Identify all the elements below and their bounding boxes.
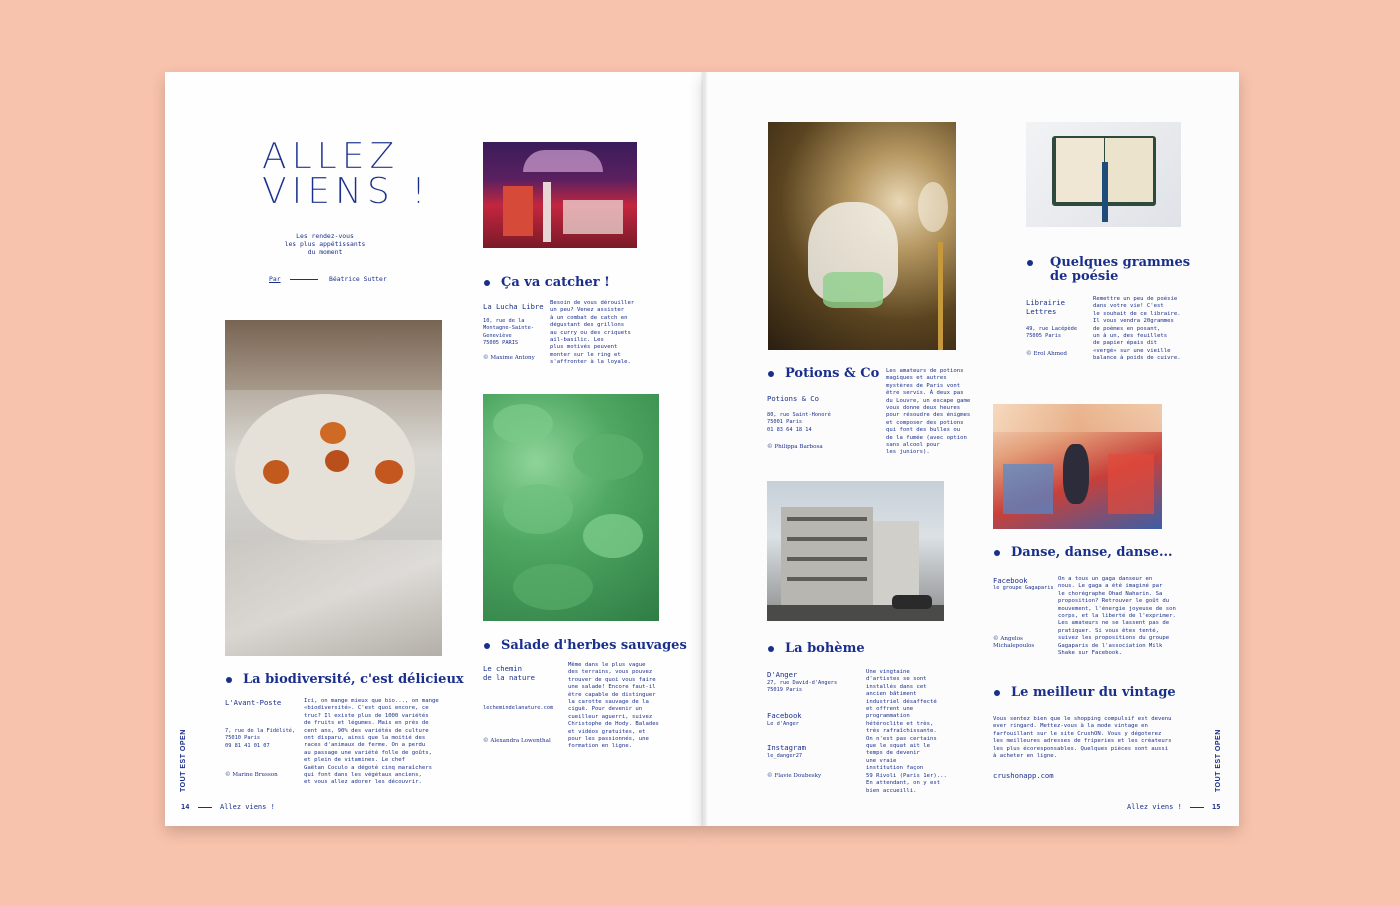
pumpkin-dish-photo — [225, 320, 442, 656]
venue-name: L'Avant-Poste — [225, 698, 282, 707]
facebook-label: Facebook — [767, 711, 802, 720]
page-subtitle: Les rendez-vous les plus appétissants du moment — [284, 232, 366, 257]
article-text: Les amateurs de potions magiques et autres mystères de Paris vont être servis. À deux pas du Louvre, un escape game vous donne deux heures pour résoudre des énigmes et composer des potions qui font des bulles ou de la fumée (avec option sans alcool pour les juniors). — [886, 368, 971, 456]
article-heading: La bohème — [785, 641, 865, 656]
venue-website: lechemindelanature.com — [483, 705, 554, 711]
venue-address: 10, rue de la Montagne-Sainte- Geneviève 75005 PARIS — [483, 318, 535, 347]
article-heading: Danse, danse, danse... — [1011, 545, 1173, 560]
page-fold — [700, 72, 708, 826]
venue-name: Le chemin de la nature — [483, 664, 535, 682]
page-number: 15 — [1212, 803, 1221, 811]
article-heading: Le meilleur du vintage — [1011, 685, 1176, 700]
article-text: Besoin de vous dérouiller un peu? Venez assister à un combat de catch en dégustant des grillons au curry ou des criquets ail-basilic. Les plus motivés peuvent monter sur le ring et s'affronter à la loyale. — [550, 300, 635, 366]
article-text: Une vingtaine d'artistes se sont installés dans cet ancien bâtiment industriel désaffecté et offrent une programmation hétéroclite et très, très rafraîchissante. On n'est pas certains que le squat ait le temps de devenir une vraie institution façon 59 Rivoli (Paris 1er)... En attendant, on y est bien accueilli. — [866, 669, 947, 794]
page-number: 14 — [181, 803, 190, 811]
photo-credit: © Erol Ahmed — [1026, 351, 1067, 357]
article-text: On a tous un gaga danseur en nous. Le gaga a été imaginé par le chorégraphe Ohad Naharin. Sa proposition? Retrouver le goût du mouvement, l'énergie joyeuse de son corps, et la liberté de l'exprimer. Les amateurs ne se lassent pas de pratiquer. Si vous êtes tenté, suivez les propositions du groupe Gagaparis de l'association Milk Shake sur Facebook. — [1058, 576, 1176, 657]
article-text: Ici, on mange mieux que bio..., on mange «biodiversité». C'est quoi encore, ce truc? Il existe plus de 1000 variétés de fruits et légumes. Mais en près de cent ans, 90% des variétés de culture ont disparu, ainsi que la moitié des races d'animaux de ferme. On a perdu au passage une variété folle de goûts, et plein de vitamines. Le chef Gaëtan Coculo a dégoté cinq maraîchers qui font dans les végétaux anciens, et vous allez adorer les découvrir. — [304, 698, 439, 786]
lucha-libre-photo — [483, 142, 637, 248]
venue-address: 49, rue Lacépède 75005 Paris — [1026, 326, 1078, 340]
dancer-photo — [993, 404, 1162, 529]
page-title-line-1: ALLEZ — [262, 136, 400, 177]
venue-address: 80, rue Saint-Honoré 75001 Paris 01 83 64 18 14 — [767, 412, 831, 433]
bullet-icon — [994, 550, 1000, 556]
venue-name: Librairie Lettres — [1026, 298, 1065, 316]
bullet-icon — [484, 643, 490, 649]
facebook-handle: Le d'Anger — [767, 721, 799, 727]
potion-photo — [768, 122, 956, 350]
venue-name: D'Anger — [767, 670, 798, 679]
venue-name: La Lucha Libre — [483, 302, 544, 311]
article-text: Même dans le plus vague des terrains, vous pouvez trouver de quoi vous faire une salade! Encore faut-il être capable de distinguer la carotte sauvage de la ciguë. Pour devenir un cueilleur aguerri, suivez Christophe de Hody. Balades et vidéos gratuites, et pour les passionnés, une formation en ligne. — [568, 662, 659, 750]
page-title-line-2: VIENS ! — [262, 171, 431, 212]
folio-rule — [1190, 807, 1204, 808]
wild-herbs-photo — [483, 394, 659, 621]
venue-address: le groupe Gagaparis — [993, 585, 1054, 591]
folio-title: Allez viens ! — [220, 803, 275, 811]
bullet-icon — [1027, 260, 1033, 266]
bullet-icon — [768, 646, 774, 652]
venue-address: 27, rue David-d'Angers 75019 Paris — [767, 680, 838, 694]
venue-name: Potions & Co — [767, 394, 819, 403]
instagram-label: Instagram — [767, 743, 806, 752]
photo-credit: © Marine Brusson — [225, 772, 278, 778]
instagram-handle: le_danger27 — [767, 753, 803, 759]
bullet-icon — [226, 677, 232, 683]
photo-credit: © Flavie Doubesky — [767, 773, 822, 779]
article-text: Remettre un peu de poésie dans votre vie! C'est le souhait de ce libraire. Il vous vendra 20grammes de poèmes en posant, un à un, des feuillets de papier épais dit «vergé» sur une vieille balance à poids de cuivre. — [1093, 296, 1181, 362]
photo-credit: © Maxime Antony — [483, 355, 535, 361]
bullet-icon — [994, 690, 1000, 696]
venue-address: 7, rue de la Fidélité, 75010 Paris 09 81 41 01 07 — [225, 728, 296, 749]
folio-rule — [198, 807, 212, 808]
photo-credit: © Philippa Barbosa — [767, 444, 823, 450]
byline-author: Béatrice Sutter — [329, 275, 387, 283]
article-heading: Potions & Co — [785, 366, 880, 381]
article-text: Vous sentez bien que le shopping compulsif est devenu ever ringard. Mettez-vous à la mode vintage en farfouillant sur le site CrushON. Vous y dégoterez les meilleures adresses de friperies et les créateurs les plus écoresponsables. Quelques pièces sont aussi à acheter en ligne. — [993, 716, 1172, 760]
article-heading: Quelques grammes de poésie — [1050, 255, 1191, 284]
bullet-icon — [768, 371, 774, 377]
article-heading: La biodiversité, c'est délicieux — [243, 672, 464, 687]
byline-rule — [290, 279, 318, 280]
folio-title: Allez viens ! — [1127, 803, 1182, 811]
bullet-icon — [484, 280, 490, 286]
vertical-section-label: TOUT EST OPEN — [1215, 729, 1222, 792]
venue-name: Facebook — [993, 576, 1028, 585]
byline-par: Par — [269, 275, 281, 283]
vertical-section-label: TOUT EST OPEN — [180, 729, 187, 792]
website-link[interactable]: crushonapp.com — [993, 771, 1054, 780]
boheme-building-photo — [767, 481, 944, 621]
photo-credit: © Angelos Michalepoulos — [993, 636, 1035, 649]
photo-credit: © Alexandra Lowenthal — [483, 738, 551, 744]
article-heading: Salade d'herbes sauvages — [501, 638, 687, 653]
article-heading: Ça va catcher ! — [501, 275, 610, 290]
book-photo — [1026, 122, 1181, 227]
